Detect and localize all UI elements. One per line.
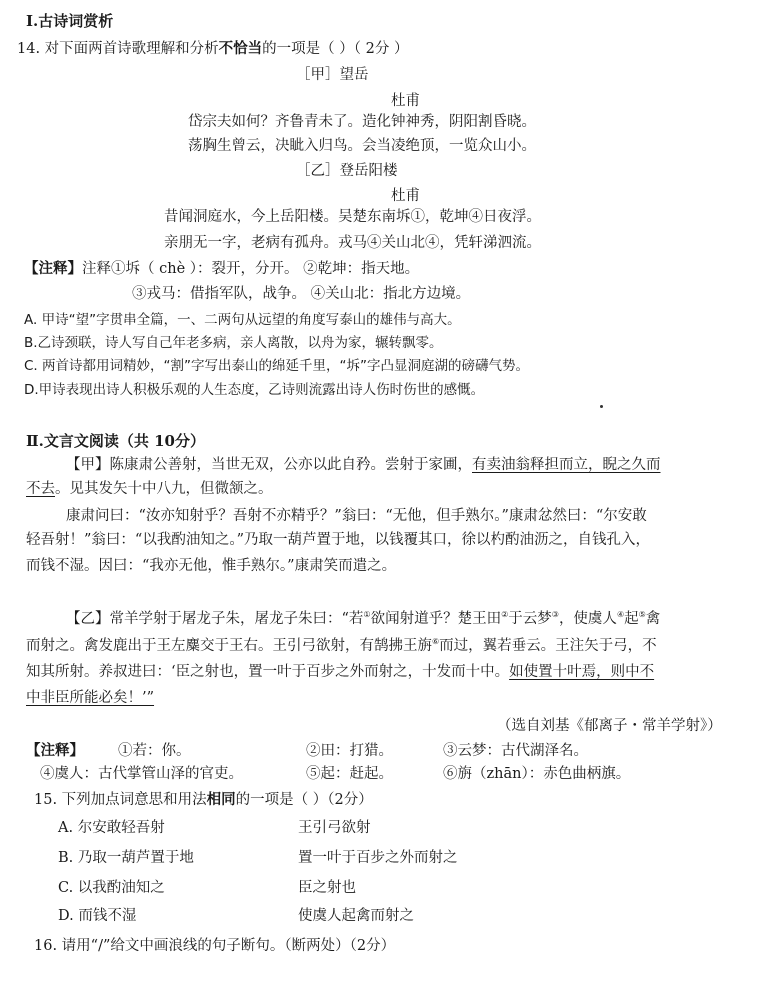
passage-jia-underlined-2: 不去 [26,481,55,497]
question-16-text: 请用“/”给文中画浪线的句子断句。（断两处）（2分） [61,938,396,954]
passage-yi-text-1b: 欲闻射道乎？楚王田 [370,611,502,627]
passage-yi-text-2a: 而射之。禽发鹿出于王左麋交于王右。王引弓欲射，有鹄拂王旃 [26,638,432,654]
question-14-stem-a: 对下面两首诗歌理解和分析 [44,41,219,57]
question-14-number: 14. [17,41,41,57]
poem-2-title: ［乙］登岳阳楼 [296,163,398,179]
footnote-mark-5: ⑤ [638,610,646,620]
scan-speck [600,405,603,408]
option-d: D.甲诗表现出诗人积极乐观的人生态度，乙诗则流露出诗人伤时伤世的感慨。 [24,382,485,398]
q15-option-c-right: 臣之射也 [298,880,356,896]
passage-jia-text-2: 。见其发矢十中八九，但微颔之。 [55,481,273,497]
q15-option-d-right: 使虞人起禽而射之 [298,908,414,924]
passage-jia-underlined-1: 有卖油翁释担而立，睨之久而 [472,457,661,473]
passage-yi-underlined-1: 如使置十叶焉，则中不 [509,664,655,680]
passage-yi-source: （选自刘基《郁离子・常羊学射》） [497,718,722,734]
question-16-number: 16. [34,938,58,954]
notes-2-item-3: ③云梦：古代湖泽名。 [443,743,588,759]
poem-2-author: 杜甫 [391,188,420,204]
footnote-mark-4: ④ [616,610,625,620]
option-b: B.乙诗颈联，诗人写自己年老多病，亲人离散，以舟为家，辗转飘零。 [24,335,443,351]
passage-jia-line-5: 而钱不湿。因曰：“我亦无他，惟手熟尔。”康肃笑而遣之。 [26,558,397,574]
poem-2-line-1: 昔闻洞庭水，今上岳阳楼。吴楚东南坼①，乾坤④日夜浮。 [164,209,541,225]
poem-1-title: ［甲］望岳 [296,67,369,83]
passage-yi-text-3: 知其所射。养叔进曰：‘臣之射也，置一叶于百步之外而射之，十发而十中。 [26,664,510,680]
passage-jia-line-1 [66,455,661,475]
passage-jia-line-3: 康肃问曰：“汝亦知射乎？吾射不亦精乎？”翁曰：“无他，但手熟尔。”康肃忿然曰：“尔安敢 [66,508,647,524]
question-15-stem [34,790,373,810]
passage-yi-line-2 [26,636,657,656]
question-15-keyword: 相同 [206,791,236,808]
passage-jia-line-2 [26,479,273,499]
poem-1-line-1: 岱宗夫如何？齐鲁青未了。造化钟神秀，阴阳割昏晓。 [188,114,536,130]
q15-option-b-right: 置一叶于百步之外而射之 [298,850,458,866]
q15-option-b-left: B. 乃取一葫芦置于地 [58,850,194,866]
option-a: A. 甲诗“望”字贯串全篇，一、二两句从远望的角度写泰山的雄伟与高大。 [24,312,461,328]
footnote-mark-1: ① [363,610,371,620]
footnote-mark-6: ⑥ [432,637,440,647]
passage-yi-line-1 [66,609,660,629]
section-2-heading: Ⅱ.文言文阅读（共 10分） [26,432,205,450]
notes-1-label: 【注释】 [24,260,82,277]
notes-2-item-1: ①若：你。 [118,743,191,759]
question-14-stem-b: 的一项是（ ）（ 2分 ） [262,41,409,57]
passage-yi-line-4 [26,688,154,708]
q15-option-c-left: C. 以我酌油知之 [58,880,165,896]
passage-yi-text-1c: 于云梦 [508,611,552,627]
poem-2-line-2: 亲朋无一字，老病有孤舟。戎马④关山北④，凭轩涕泗流。 [164,235,541,251]
option-c: C. 两首诗都用词精妙，“割”字写出泰山的绵延千里，“坼”字凸显洞庭湖的磅礴气势。 [24,358,529,374]
poem-1-line-2: 荡胸生曾云，决眦入归鸟。会当凌绝顶，一览众山小。 [188,138,536,154]
q15-option-a-left: A. 尔安敢轻吾射 [58,820,165,836]
passage-yi-text-1f: 禽 [645,611,661,627]
poem-1-author: 杜甫 [391,93,420,109]
question-16-stem [34,936,395,956]
passage-yi-text-1e: 起 [624,611,639,627]
passage-yi-underlined-2: 中非臣所能必矣！’” [26,690,155,706]
q15-option-a-right: 王引弓欲射 [298,820,371,836]
notes-2-label: 【注释】 [26,742,84,759]
notes-1-line-2: ③戎马：借指军队，战争。 ④关山北：指北方边境。 [132,286,471,302]
footnote-mark-2: ② [501,610,509,620]
passage-yi-text-1d: ，使虞人 [558,611,617,627]
question-15-stem-a: 下列加点词意思和用法 [61,792,207,808]
question-15-stem-b: 的一项是（ ）（2分） [235,792,373,808]
passage-yi-text-1a: 【乙】常羊学射于屠龙子朱，屠龙子朱曰：“若 [66,611,364,627]
notes-2-line-1 [26,741,84,761]
q15-option-d-left: D. 而钱不湿 [58,908,137,924]
passage-yi-line-3 [26,662,654,682]
question-14-keyword: 不恰当 [218,40,263,57]
question-14-stem [17,39,408,59]
passage-jia-text-1: 【甲】陈康肃公善射，当世无双，公亦以此自矜。尝射于家圃， [66,457,472,473]
notes-2-item-5: ⑤起：赶起。 [306,766,393,782]
passage-jia-line-4: 轻吾射！”翁曰：“以我酌油知之。”乃取一葫芦置于地，以钱覆其口，徐以杓酌油沥之，自钱孔入， [26,532,650,548]
footnote-mark-3: ③ [551,610,559,620]
section-1-heading: Ⅰ.古诗词赏析 [26,12,114,30]
question-15-number: 15. [34,792,58,808]
notes-1-line-1 [24,259,419,279]
notes-2-item-4: ④虞人：古代掌管山泽的官吏。 [40,766,243,782]
notes-2-item-2: ②田：打猎。 [306,743,393,759]
passage-yi-text-2b: 而过，翼若垂云。王注矢于弓，不 [439,638,657,654]
notes-2-item-6: ⑥旃（zhān）：赤色曲柄旗。 [443,766,631,782]
notes-1-text-1: 注释①坼（ chè ）：裂开，分开。 ②乾坤：指天地。 [82,261,420,277]
